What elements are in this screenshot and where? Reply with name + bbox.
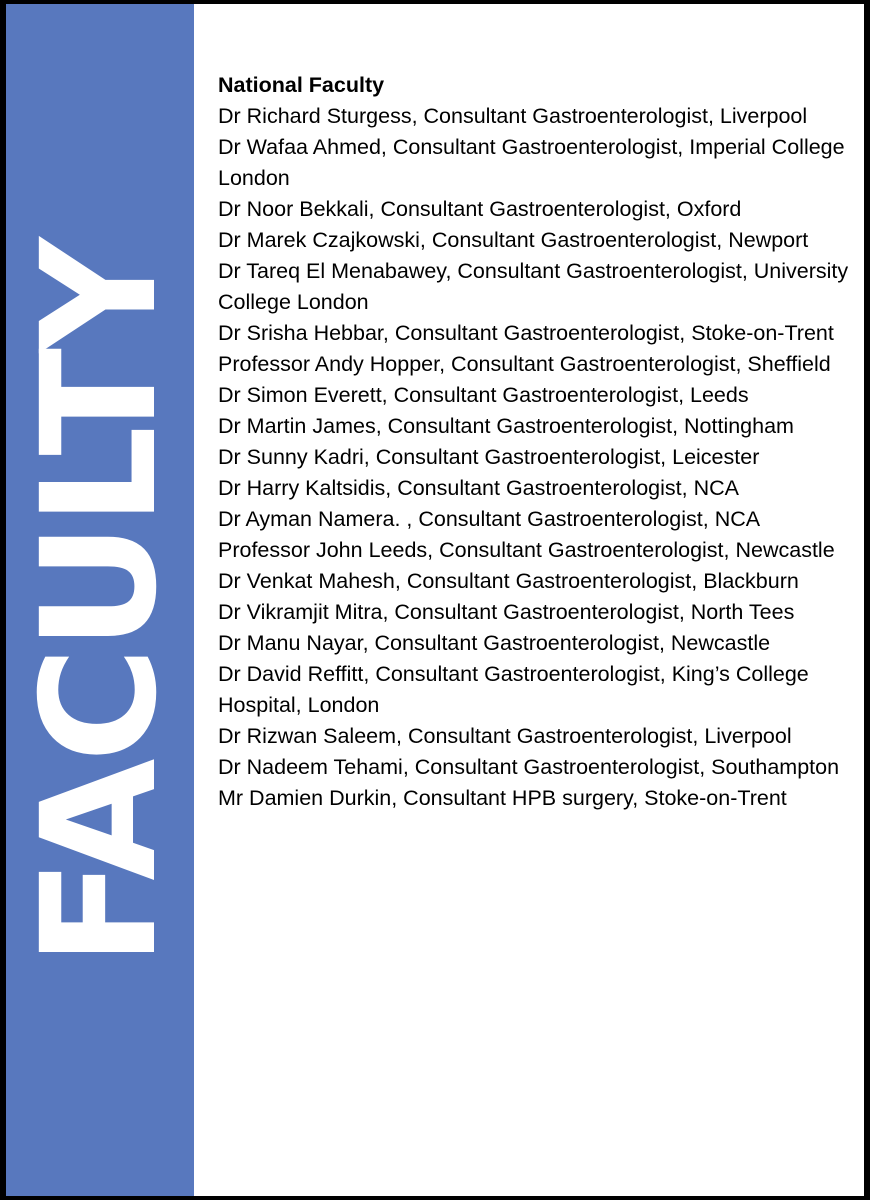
faculty-member: Dr Manu Nayar, Consultant Gastroenterologist, Newcastle (218, 631, 771, 655)
faculty-member: Dr Richard Sturgess, Consultant Gastroenterologist, Liverpool (218, 104, 808, 128)
faculty-list (218, 70, 854, 814)
faculty-heading: National Faculty (218, 73, 385, 97)
faculty-member: Dr Venkat Mahesh, Consultant Gastroenterologist, Blackburn (218, 569, 799, 593)
faculty-member: Dr Marek Czajkowski, Consultant Gastroenterologist, Newport (218, 228, 809, 252)
faculty-member: Professor John Leeds, Consultant Gastroenterologist, Newcastle (218, 538, 835, 562)
faculty-member: Mr Damien Durkin, Consultant HPB surgery, Stoke-on-Trent (218, 786, 787, 810)
faculty-member: Dr Nadeem Tehami, Consultant Gastroenterologist, Southampton (218, 755, 840, 779)
faculty-member: Dr Simon Everett, Consultant Gastroenterologist, Leeds (218, 383, 749, 407)
faculty-member: Dr Harry Kaltsidis, Consultant Gastroenterologist, NCA (218, 476, 739, 500)
faculty-member: Dr Wafaa Ahmed, Consultant Gastroenterologist, Imperial College London (218, 135, 845, 190)
faculty-member: Dr Martin James, Consultant Gastroenterologist, Nottingham (218, 414, 794, 438)
faculty-member: Dr Srisha Hebbar, Consultant Gastroenterologist, Stoke-on-Trent (218, 321, 834, 345)
faculty-member: Dr Ayman Namera. , Consultant Gastroenterologist, NCA (218, 507, 761, 531)
faculty-member: Professor Andy Hopper, Consultant Gastroenterologist, Sheffield (218, 352, 831, 376)
side-banner-title: FACULTY (8, 241, 192, 967)
faculty-member: Dr David Reffitt, Consultant Gastroenterologist, King’s College Hospital, London (218, 662, 809, 717)
document-page (6, 4, 864, 1196)
faculty-member: Dr Vikramjit Mitra, Consultant Gastroenterologist, North Tees (218, 600, 795, 624)
faculty-member: Dr Tareq El Menabawey, Consultant Gastroenterologist, University College London (218, 259, 849, 314)
faculty-member: Dr Rizwan Saleem, Consultant Gastroenterologist, Liverpool (218, 724, 792, 748)
side-banner (6, 4, 194, 1196)
faculty-member: Dr Noor Bekkali, Consultant Gastroenterologist, Oxford (218, 197, 742, 221)
faculty-member: Dr Sunny Kadri, Consultant Gastroenterologist, Leicester (218, 445, 760, 469)
